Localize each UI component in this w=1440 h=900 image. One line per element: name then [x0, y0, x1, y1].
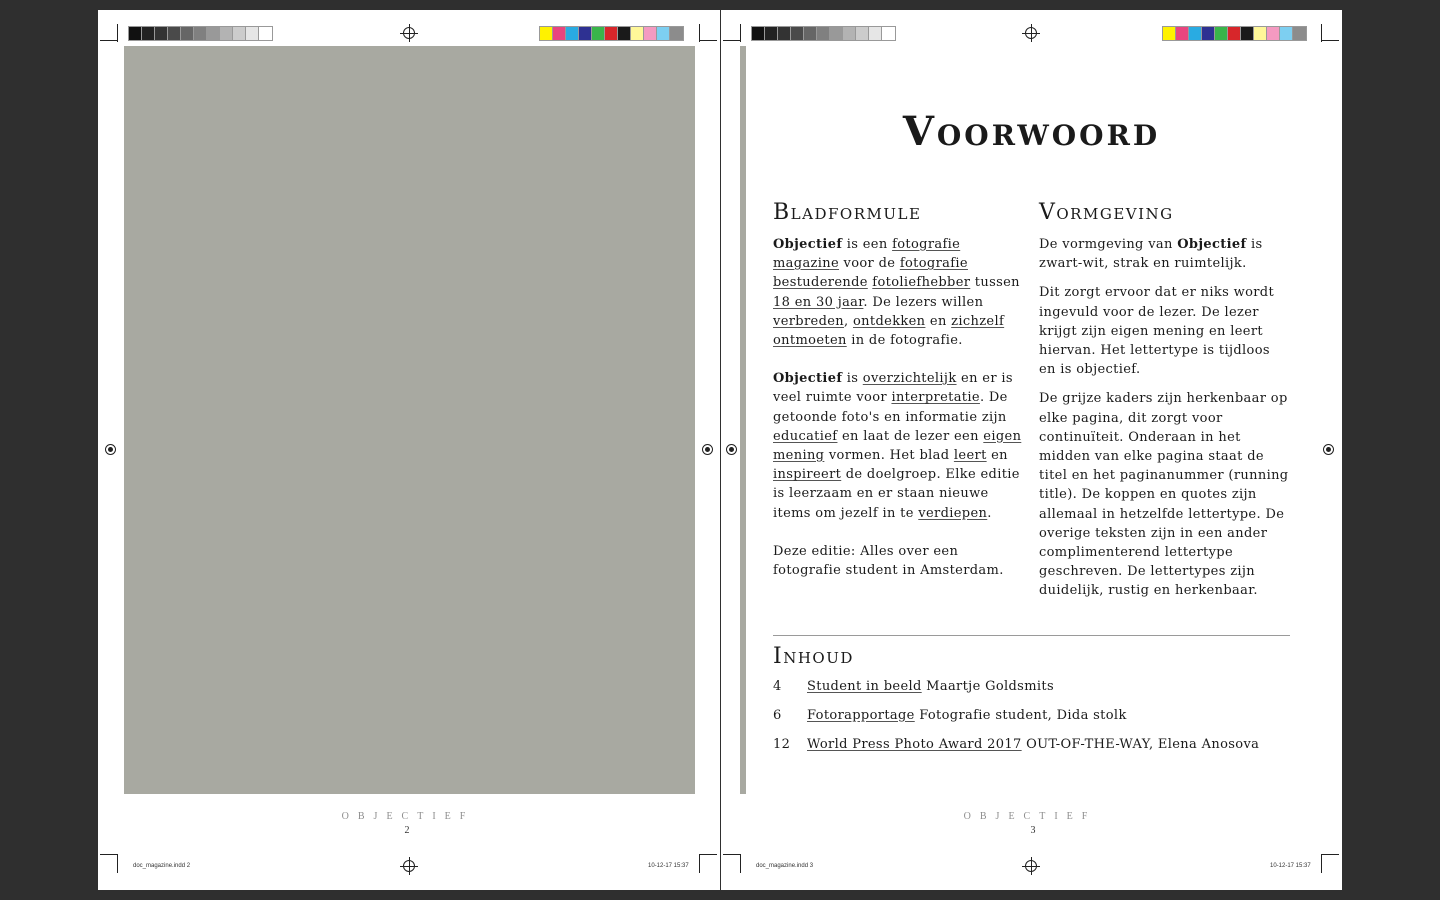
column-bladformule: [773, 235, 1023, 599]
color-swatch: [259, 27, 272, 40]
toc-page-number: 4: [773, 679, 782, 694]
running-title: OBJECTIEF: [341, 811, 475, 822]
registration-mark-icon: [403, 860, 415, 872]
color-swatch: [553, 27, 566, 40]
color-swatch: [830, 27, 843, 40]
paragraph-design-reader: Dit zorgt ervoor dat er niks wordt ingevuld voor de lezer. De lezer krijgt zijn eigen mening en leert hiervan. Het lettertype is tijdloos en is objectief.: [1039, 285, 1275, 378]
crop-mark: [740, 855, 741, 873]
color-swatch: [765, 27, 778, 40]
gray-edge-strip: [740, 46, 746, 794]
color-swatch: [142, 27, 155, 40]
color-swatch: [181, 27, 194, 40]
color-swatch: [670, 27, 683, 40]
crop-mark: [100, 854, 118, 855]
crop-mark: [100, 40, 118, 41]
color-swatch: [1176, 27, 1189, 40]
color-swatch: [657, 27, 670, 40]
color-swatch: [155, 27, 168, 40]
heading-inhoud: Inhoud: [773, 644, 854, 669]
color-swatch: [856, 27, 869, 40]
section-divider: [773, 635, 1290, 636]
crop-mark: [1321, 24, 1322, 42]
color-swatch: [618, 27, 631, 40]
toc-item-desc: Maartje Goldsmits: [921, 679, 1054, 694]
paragraph-design-frames: De grijze kaders zijn herkenbaar op elke pagina, dit zorgt voor continuïteit. Onderaan in het midden van elke pagina staat de titel en het paginanummer (running title). De koppen en quotes zijn allemaal in hetzelfde lettertype. De overige teksten zijn in een ander complimenterend lettertype geschreven. De lettertypes zijn duidelijk, rustig en herkenbaar.: [1039, 391, 1289, 599]
color-swatch: [869, 27, 882, 40]
color-swatch: [631, 27, 644, 40]
gray-photo-frame: [124, 46, 695, 794]
toc-item-desc: OUT-OF-THE-WAY, Elena Anosova: [1021, 737, 1260, 752]
toc-item-title[interactable]: World Press Photo Award 2017: [807, 737, 1022, 752]
color-swatch: [207, 27, 220, 40]
color-swatch: [592, 27, 605, 40]
paragraph-edition: Deze editie: Alles over een fotografie student in Amsterdam.: [773, 543, 1004, 579]
column-vormgeving: [1039, 235, 1289, 611]
color-swatch: [1189, 27, 1202, 40]
heading-vormgeving: Vormgeving: [1039, 200, 1174, 225]
heading-bladformule: Bladformule: [773, 200, 922, 225]
page-number: 3: [1030, 825, 1036, 836]
slug-timestamp: 10-12-17 15:37: [1270, 863, 1311, 869]
slug-filename: doc_magazine.indd 3: [756, 863, 814, 869]
crop-mark: [1321, 855, 1322, 873]
gray-ramp-swatches: [751, 26, 896, 41]
toc-page-number: 6: [773, 708, 782, 723]
toc-page-number: 12: [773, 737, 791, 752]
registration-target-icon: [702, 444, 713, 455]
color-bar-swatches: [539, 26, 684, 41]
toc-item[interactable]: [773, 737, 1313, 757]
crop-mark: [723, 40, 741, 41]
crop-mark: [117, 24, 118, 42]
crop-mark: [1321, 40, 1339, 41]
paragraph-design-intro: De vormgeving van Objectief is zwart-wit, strak en ruimtelijk.: [1039, 237, 1263, 272]
color-swatch: [817, 27, 830, 40]
color-swatch: [220, 27, 233, 40]
crop-mark: [699, 40, 717, 41]
gray-ramp-swatches: [128, 26, 273, 41]
registration-mark-icon: [1025, 27, 1037, 39]
paragraph-intro: Objectief is een fotografie magazine voor de fotografie bestuderende fotoliefhebber tussen 18 en 30 jaar. De lezers willen verbreden, ontdekken en zichzelf ontmoeten in de fotografie.: [773, 237, 1020, 349]
color-swatch: [194, 27, 207, 40]
page-right: [721, 10, 1342, 890]
color-swatch: [843, 27, 856, 40]
color-swatch: [791, 27, 804, 40]
color-swatch: [804, 27, 817, 40]
registration-target-icon: [726, 444, 737, 455]
slug-filename: doc_magazine.indd 2: [133, 863, 191, 869]
color-swatch: [1228, 27, 1241, 40]
crop-mark: [117, 855, 118, 873]
color-swatch: [1163, 27, 1176, 40]
color-swatch: [129, 27, 142, 40]
color-swatch: [752, 27, 765, 40]
crop-mark: [1321, 854, 1339, 855]
color-swatch: [1293, 27, 1306, 40]
color-swatch: [644, 27, 657, 40]
color-swatch: [1267, 27, 1280, 40]
color-swatch: [778, 27, 791, 40]
registration-mark-icon: [403, 27, 415, 39]
page-number: 2: [404, 825, 410, 836]
color-swatch: [1280, 27, 1293, 40]
registration-mark-icon: [1025, 860, 1037, 872]
color-swatch: [1215, 27, 1228, 40]
toc-item[interactable]: [773, 708, 1313, 728]
toc-item-title[interactable]: Student in beeld: [807, 679, 922, 694]
color-swatch: [1254, 27, 1267, 40]
color-swatch: [605, 27, 618, 40]
toc-item-title[interactable]: Fotorapportage: [807, 708, 915, 723]
color-swatch: [168, 27, 181, 40]
color-swatch: [579, 27, 592, 40]
color-swatch: [566, 27, 579, 40]
running-title: OBJECTIEF: [963, 811, 1097, 822]
color-swatch: [233, 27, 246, 40]
color-bar-swatches: [1162, 26, 1307, 41]
registration-target-icon: [105, 444, 116, 455]
page-left: [98, 10, 720, 890]
crop-mark: [740, 24, 741, 42]
paragraph-structure: Objectief is overzichtelijk en er is veel ruimte voor interpretatie. De getoonde foto's en informatie zijn educatief en laat de lezer een eigen mening vormen. Het blad leert en inspireert de doelgroep. Elke editie is leerzaam en er staan nieuwe items om jezelf in te verdiepen.: [773, 371, 1022, 521]
color-swatch: [540, 27, 553, 40]
crop-mark: [699, 855, 700, 873]
crop-mark: [723, 854, 741, 855]
toc-item[interactable]: [773, 679, 1313, 699]
crop-mark: [699, 24, 700, 42]
color-swatch: [246, 27, 259, 40]
toc-item-desc: Fotografie student, Dida stolk: [914, 708, 1127, 723]
color-swatch: [882, 27, 895, 40]
slug-timestamp: 10-12-17 15:37: [648, 863, 689, 869]
article-title: Voorwoord: [902, 108, 1161, 155]
crop-mark: [699, 854, 717, 855]
registration-target-icon: [1323, 444, 1334, 455]
color-swatch: [1241, 27, 1254, 40]
color-swatch: [1202, 27, 1215, 40]
